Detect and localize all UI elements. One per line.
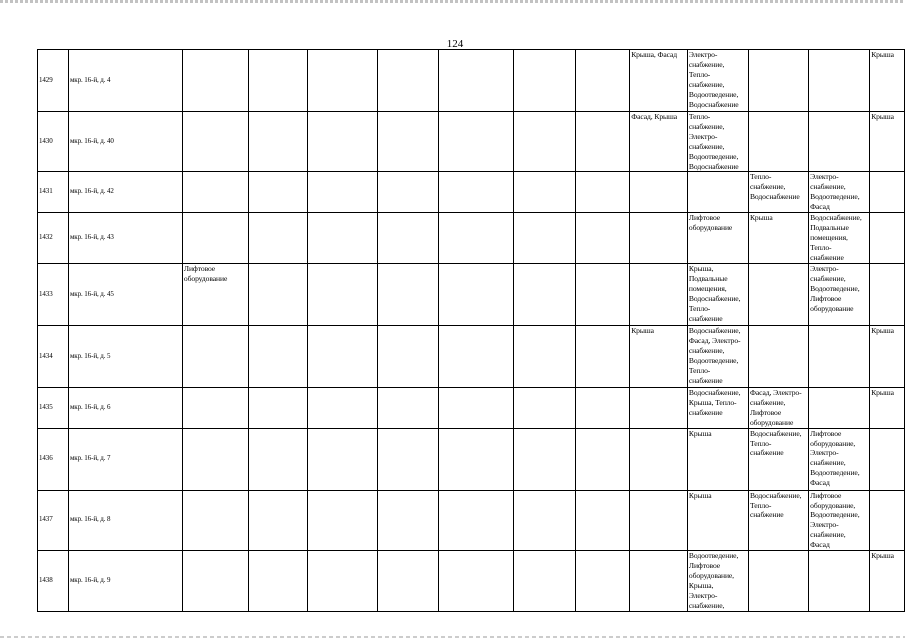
work-cell [748,551,808,612]
row-address: мкр. 16-й, д. 4 [68,50,182,112]
work-cell [576,551,630,612]
work-cell [308,551,378,612]
work-cell [870,213,905,264]
work-cell [513,428,576,490]
work-cell: Электро- снабжение, Тепло- снабжение, Водоотведение, Водоснабжение [687,50,748,112]
table-row [38,263,905,325]
table-row [38,428,905,490]
work-cell [182,172,248,213]
work-cell: Крыша [687,428,748,490]
row-address: мкр. 16-й, д. 45 [68,263,182,325]
row-address: мкр. 16-й, д. 40 [68,112,182,172]
row-address: мкр. 16-й, д. 6 [68,387,182,428]
work-cell [748,112,808,172]
work-cell [630,490,688,550]
work-cell [513,490,576,550]
row-address: мкр. 16-й, д. 7 [68,428,182,490]
work-cell: Электро- снабжение, Водоотведение, Фасад [809,172,870,213]
work-cell [809,50,870,112]
row-number: 1436 [38,428,69,490]
work-cell: Крыша [870,112,905,172]
work-cell [513,325,576,387]
work-cell [513,50,576,112]
work-cell [249,325,308,387]
work-cell: Водоснабжение, Тепло- снабжение [748,428,808,490]
work-cell [377,490,439,550]
table-row [38,50,905,112]
work-cell [377,263,439,325]
work-cell [870,490,905,550]
work-cell [439,490,514,550]
work-cell: Водоснабжение, Фасад, Электро- снабжение, Водоотведение, Тепло- снабжение [687,325,748,387]
work-cell [630,172,688,213]
work-cell: Тепло- снабжение, Водоснабжение [748,172,808,213]
work-cell [249,551,308,612]
work-cell [439,387,514,428]
table-row [38,490,905,550]
work-cell [439,263,514,325]
work-cell [809,112,870,172]
work-cell [439,112,514,172]
work-cell: Крыша [687,490,748,550]
work-cell [439,172,514,213]
work-cell [182,213,248,264]
work-cell [308,50,378,112]
work-cell [249,50,308,112]
work-cell [576,387,630,428]
work-cell [182,551,248,612]
work-cell [809,387,870,428]
work-cell: Крыша [870,50,905,112]
work-cell [182,50,248,112]
work-cell [182,490,248,550]
work-cell [377,50,439,112]
work-cell [182,387,248,428]
work-cell [308,428,378,490]
work-cell [576,112,630,172]
work-cell [576,325,630,387]
work-cell [513,213,576,264]
work-cell [576,490,630,550]
work-cell [748,325,808,387]
work-cell [513,551,576,612]
work-cell: Крыша [870,387,905,428]
work-cell: Водоснабжение, Тепло- снабжение [748,490,808,550]
row-number: 1431 [38,172,69,213]
work-cell [809,325,870,387]
page-number: 124 [446,38,464,50]
work-cell [870,172,905,213]
work-cell: Водоснабжение, Крыша, Тепло- снабжение [687,387,748,428]
work-cell [513,172,576,213]
work-cell [249,172,308,213]
work-cell [308,325,378,387]
table-row [38,325,905,387]
work-cell: Лифтовое оборудование, Электро- снабжение, Водоотведение, Фасад [809,428,870,490]
row-address: мкр. 16-й, д. 43 [68,213,182,264]
work-cell [809,551,870,612]
work-cell [182,428,248,490]
row-number: 1438 [38,551,69,612]
work-cell: Лифтовое оборудование [182,263,248,325]
work-cell [182,112,248,172]
work-cell [308,112,378,172]
row-number: 1430 [38,112,69,172]
work-cell: Крыша [870,551,905,612]
work-cell [687,172,748,213]
row-address: мкр. 16-й, д. 42 [68,172,182,213]
scan-edge-top [0,0,905,3]
work-cell [870,263,905,325]
work-cell [249,213,308,264]
work-cell [439,428,514,490]
work-cell [249,428,308,490]
work-cell [439,50,514,112]
row-number: 1434 [38,325,69,387]
work-cell [630,213,688,264]
table-body [38,50,905,612]
work-cell [377,213,439,264]
work-cell [630,551,688,612]
row-address: мкр. 16-й, д. 5 [68,325,182,387]
row-number: 1429 [38,50,69,112]
work-cell [748,263,808,325]
work-cell [377,325,439,387]
work-cell: Лифтовое оборудование, Водоотведение, Электро- снабжение, Фасад [809,490,870,550]
work-cell [377,112,439,172]
work-cell: Крыша, Подвальные помещения, Водоснабжение, Тепло- снабжение [687,263,748,325]
work-cell [576,428,630,490]
work-cell [249,112,308,172]
row-address: мкр. 16-й, д. 8 [68,490,182,550]
work-cell [439,325,514,387]
work-cell [377,387,439,428]
work-cell [377,551,439,612]
work-cell [182,325,248,387]
work-cell: Водоснабжение, Подвальные помещения, Тепло- снабжение [809,213,870,264]
work-cell [513,112,576,172]
work-cell [308,263,378,325]
work-cell [870,428,905,490]
work-cell [630,387,688,428]
row-number: 1433 [38,263,69,325]
work-cell: Водоотведение, Лифтовое оборудование, Крыша, Электро- снабжение, [687,551,748,612]
row-number: 1435 [38,387,69,428]
work-cell [513,263,576,325]
work-cell [249,490,308,550]
work-cell: Крыша [630,325,688,387]
work-cell [576,50,630,112]
work-cell: Лифтовое оборудование [687,213,748,264]
work-cell [249,387,308,428]
row-address: мкр. 16-й, д. 9 [68,551,182,612]
work-cell: Крыша [870,325,905,387]
work-cell [630,428,688,490]
work-cell [308,387,378,428]
scan-edge-bottom [0,636,905,638]
work-cell [249,263,308,325]
table-row [38,551,905,612]
table-row [38,387,905,428]
repair-registry-table [37,49,905,612]
work-cell: Фасад, Электро- снабжение, Лифтовое оборудование [748,387,808,428]
work-cell: Тепло- снабжение, Электро- снабжение, Водоотведение, Водоснабжение [687,112,748,172]
row-number: 1432 [38,213,69,264]
row-number: 1437 [38,490,69,550]
work-cell [308,213,378,264]
work-cell [576,172,630,213]
table-row [38,112,905,172]
work-cell: Крыша, Фасад [630,50,688,112]
work-cell [377,428,439,490]
work-cell [308,172,378,213]
work-cell [630,263,688,325]
work-cell: Крыша [748,213,808,264]
work-cell [308,490,378,550]
work-cell [748,50,808,112]
work-cell [377,172,439,213]
table-row [38,172,905,213]
work-cell [439,213,514,264]
table-row [38,213,905,264]
work-cell [576,263,630,325]
work-cell [513,387,576,428]
work-cell: Электро- снабжение, Водоотведение, Лифтовое оборудование [809,263,870,325]
work-cell: Фасад, Крыша [630,112,688,172]
work-cell [439,551,514,612]
work-cell [576,213,630,264]
